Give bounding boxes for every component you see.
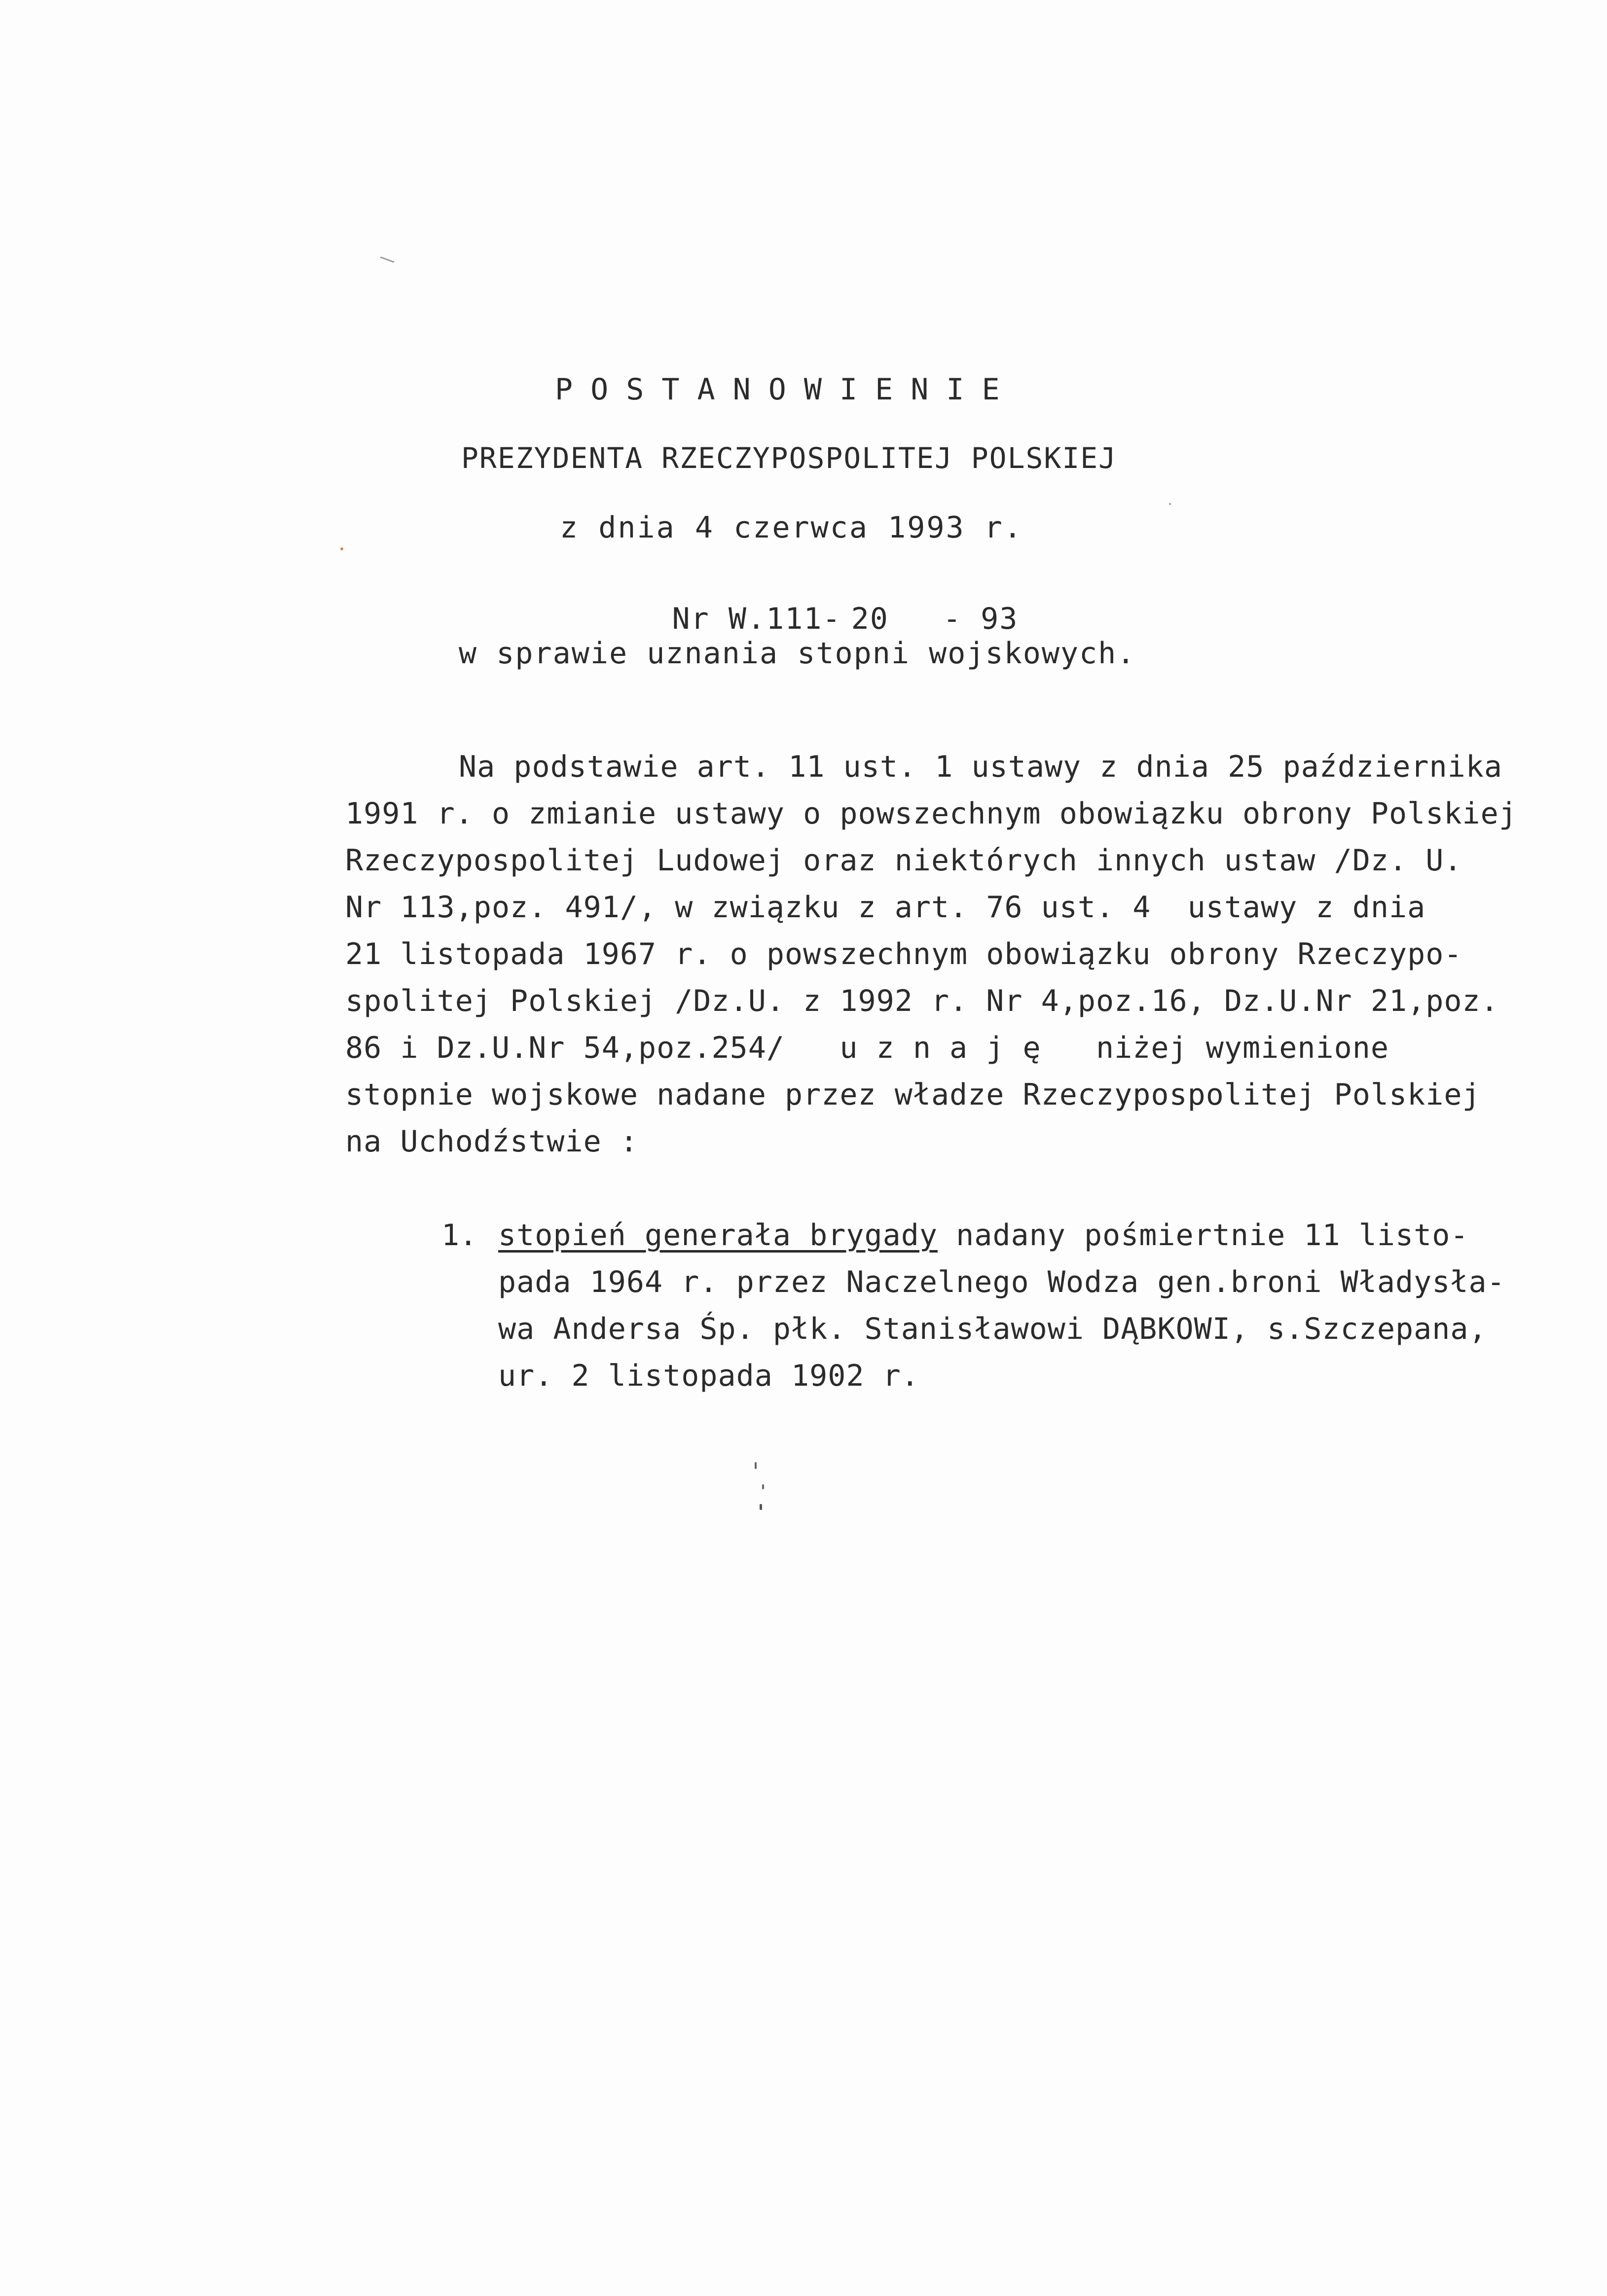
item-1-line-1-rest: nadany pośmiertnie 11 listo- <box>937 1218 1469 1253</box>
item-1-line-2: pada 1964 r. przez Naczelnego Wodza gen.broni Władysła- <box>498 1265 1505 1299</box>
scan-speck <box>760 1504 762 1510</box>
body-line-2: 1991 r. o zmianie ustawy o powszechnym obowiązku obrony Polskiej <box>345 796 1517 831</box>
body-line-6: spolitej Polskiej /Dz.U. z 1992 r. Nr 4,poz.16, Dz.U.Nr 21,poz. <box>345 984 1499 1018</box>
item-1-line-1 <box>498 1218 1469 1253</box>
document-subtitle: PREZYDENTA RZECZYPOSPOLITEJ POLSKIEJ <box>461 441 1117 475</box>
item-1-number: 1. <box>441 1218 477 1253</box>
body-line-8: stopnie wojskowe nadane przez władze Rzeczypospolitej Polskiej <box>345 1077 1481 1112</box>
document-title: POSTANOWIENIE <box>555 372 1018 407</box>
scan-speck <box>340 547 343 550</box>
scan-speck <box>755 1462 757 1469</box>
scan-speck <box>380 256 394 263</box>
body-line-4: Nr 113,poz. 491/, w związku z art. 76 ust. 4 ustawy z dnia <box>345 890 1426 925</box>
document-number-suffix: - 93 <box>943 602 1019 636</box>
item-1-line-4: ur. 2 listopada 1902 r. <box>498 1359 919 1393</box>
item-1-line-3: wa Andersa Śp. płk. Stanisławowi DĄBKOWI, s.Szczepana, <box>498 1312 1487 1346</box>
body-line-3: Rzeczypospolitej Ludowej oraz niektórych innych ustaw /Dz. U. <box>345 843 1462 878</box>
document-date: z dnia 4 czerwca 1993 r. <box>560 510 1023 545</box>
scan-speck <box>1169 503 1171 505</box>
body-line-7: 86 i Dz.U.Nr 54,poz.254/ u z n a j ę niżej wymienione <box>345 1031 1389 1065</box>
body-line-5: 21 listopada 1967 r. o powszechnym obowiązku obrony Rzeczypo- <box>345 937 1462 971</box>
item-1-rank-underlined: stopień generała brygady <box>498 1218 938 1253</box>
document-number-prefix: Nr W.111- <box>672 602 841 636</box>
body-line-9: na Uchodźstwie : <box>345 1124 638 1159</box>
document-number-mid: 20 <box>851 602 889 636</box>
body-line-1: Na podstawie art. 11 ust. 1 ustawy z dnia 25 października <box>459 750 1503 784</box>
scan-speck <box>762 1484 764 1489</box>
document-subject: w sprawie uznania stopni wojskowych. <box>459 636 1136 671</box>
